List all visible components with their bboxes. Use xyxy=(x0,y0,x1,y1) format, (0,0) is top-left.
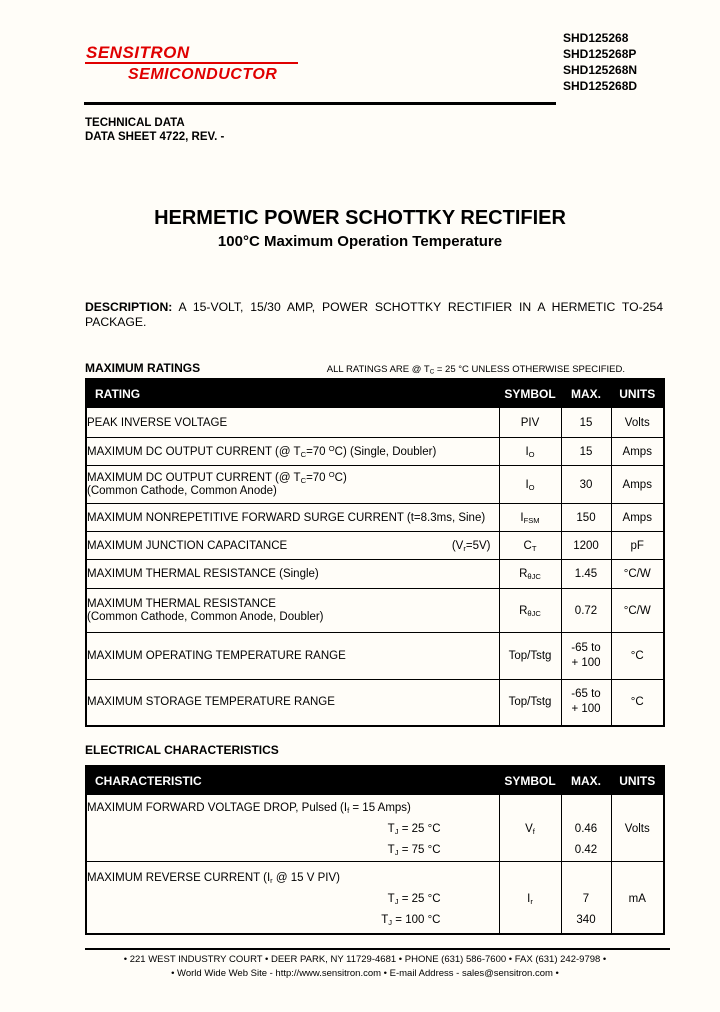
table-row xyxy=(86,532,664,560)
characteristic-title: MAXIMUM FORWARD VOLTAGE DROP, Pulsed ($I_f = 15$ Amps) xyxy=(87,802,411,815)
part-number: SHD125268N xyxy=(563,63,638,77)
characteristic-units xyxy=(611,862,664,934)
test-condition: $T_J = 100$ °C xyxy=(381,914,441,927)
rating-units: °C/W xyxy=(611,560,664,589)
technical-data-label: TECHNICAL DATA xyxy=(85,117,185,129)
rating-symbol: $I_O$ xyxy=(499,466,561,504)
table-header-row xyxy=(86,766,664,795)
table-row xyxy=(86,680,664,726)
rating-name xyxy=(86,466,499,504)
technical-data-block xyxy=(85,116,224,144)
part-number: SHD125268 xyxy=(563,31,629,45)
rating-max: 0.72 xyxy=(561,589,611,633)
column-header-units: UNITS xyxy=(611,766,664,795)
rating-name: MAXIMUM OPERATING TEMPERATURE RANGE xyxy=(86,633,499,680)
rating-max-line2: + 100 xyxy=(571,703,601,716)
rating-symbol: Top/Tstg xyxy=(499,680,561,726)
rating-symbol: $R_{\theta JC}$ xyxy=(499,589,561,633)
table-row xyxy=(86,633,664,680)
electrical-characteristics-table xyxy=(85,765,665,935)
footer-web-email: • World Wide Web Site - http://www.sensitron.com • E-mail Address - sales@sensitron.com • xyxy=(171,968,559,979)
characteristic-max xyxy=(561,795,611,862)
rating-name: MAXIMUM NONREPETITIVE FORWARD SURGE CURRENT (t=8.3ms, Sine) xyxy=(86,504,499,532)
column-header-max: MAX. xyxy=(561,766,611,795)
rating-max-line1: -65 to xyxy=(571,642,601,654)
rating-symbol: $I_{FSM}$ xyxy=(499,504,561,532)
rating-name-line2: (Common Cathode, Common Anode) xyxy=(87,485,277,497)
rating-units: °C/W xyxy=(611,589,664,633)
part-number: SHD125268D xyxy=(563,79,638,93)
footer-divider xyxy=(85,948,670,950)
description-text-continued: PACKAGE. xyxy=(85,315,147,329)
brand-logo-name: SENSITRON xyxy=(86,43,190,62)
rating-name: PEAK INVERSE VOLTAGE xyxy=(86,408,499,438)
table-row xyxy=(86,504,664,532)
table-row xyxy=(86,408,664,438)
rating-units: Amps xyxy=(611,438,664,466)
column-header-max: MAX. xyxy=(561,379,611,408)
table-header-row xyxy=(86,379,664,408)
table-row xyxy=(86,438,664,466)
rating-max: 15 xyxy=(561,408,611,438)
symbol-text: $V_f$ xyxy=(525,823,535,836)
characteristic-units xyxy=(611,795,664,862)
rating-max: 1200 xyxy=(561,532,611,560)
column-header-units: UNITS xyxy=(611,379,664,408)
rating-units: pF xyxy=(611,532,664,560)
table-row xyxy=(86,862,664,934)
description-text: A 15-VOLT, 15/30 AMP, POWER SCHOTTKY RECTIFIER IN A HERMETIC TO-254 xyxy=(178,300,663,314)
rating-name xyxy=(86,589,499,633)
column-header-symbol: SYMBOL xyxy=(499,766,561,795)
page-title: HERMETIC POWER SCHOTTKY RECTIFIER xyxy=(154,207,566,229)
characteristic-title: MAXIMUM REVERSE CURRENT ($I_r$ @ 15 V PIV) xyxy=(87,872,340,885)
rating-units: Volts xyxy=(611,408,664,438)
symbol-text: $I_r$ xyxy=(527,893,533,906)
table-row xyxy=(86,589,664,633)
maximum-ratings-table xyxy=(85,378,665,727)
rating-symbol: PIV xyxy=(499,408,561,438)
rating-name-line1: MAXIMUM DC OUTPUT CURRENT (@ $T_C=70$ $^O$C) xyxy=(87,470,347,485)
rating-max: 15 xyxy=(561,438,611,466)
rating-name: MAXIMUM THERMAL RESISTANCE (Single) xyxy=(86,560,499,589)
rating-max: 30 xyxy=(561,466,611,504)
rating-name xyxy=(86,532,499,560)
rating-name-text: MAXIMUM JUNCTION CAPACITANCE xyxy=(87,539,288,552)
rating-units: Amps xyxy=(611,504,664,532)
units-text: mA xyxy=(628,893,646,905)
table-row xyxy=(86,560,664,589)
rating-units: °C xyxy=(611,633,664,680)
units-text: Volts xyxy=(624,823,650,835)
rating-max xyxy=(561,680,611,726)
characteristic-name xyxy=(86,862,499,934)
rating-symbol: $R_{\theta JC}$ xyxy=(499,560,561,589)
rating-units: Amps xyxy=(611,466,664,504)
max-value: 0.42 xyxy=(574,844,598,856)
rating-name: MAXIMUM STORAGE TEMPERATURE RANGE xyxy=(86,680,499,726)
part-number-list xyxy=(563,30,637,94)
max-value: 7 xyxy=(582,893,590,905)
characteristic-symbol xyxy=(499,795,561,862)
rating-symbol: Top/Tstg xyxy=(499,633,561,680)
table-row xyxy=(86,466,664,504)
header-divider xyxy=(84,102,556,105)
page-subtitle: 100°C Maximum Operation Temperature xyxy=(217,233,503,250)
footer-address: • 221 WEST INDUSTRY COURT • DEER PARK, NY 11729-4681 • PHONE (631) 586-7600 • FAX (631) 242-9798 • xyxy=(123,954,607,965)
rating-max: 1.45 xyxy=(561,560,611,589)
datasheet-rev-label: DATA SHEET 4722, REV. - xyxy=(85,131,225,143)
rating-name: MAXIMUM DC OUTPUT CURRENT (@ $T_C=70$ $^O$C) (Single, Doubler) xyxy=(86,438,499,466)
rating-max-line1: -65 to xyxy=(571,688,601,701)
characteristic-max xyxy=(561,862,611,934)
column-header-rating: RATING xyxy=(86,379,499,408)
description-label: DESCRIPTION: xyxy=(85,300,173,314)
rating-max-line2: + 100 xyxy=(571,657,601,669)
maximum-ratings-note: ALL RATINGS ARE @ $T_C = 25$ °C UNLESS OTHERWISE SPECIFIED. xyxy=(326,364,625,376)
maximum-ratings-heading: MAXIMUM RATINGS xyxy=(85,361,201,375)
max-value: 340 xyxy=(576,914,596,926)
table-row xyxy=(86,795,664,862)
test-condition: $T_J = 25$ °C xyxy=(387,823,441,836)
rating-name-line1: MAXIMUM THERMAL RESISTANCE xyxy=(87,598,276,610)
electrical-characteristics-heading: ELECTRICAL CHARACTERISTICS xyxy=(85,743,279,757)
brand-underline xyxy=(85,62,298,64)
rating-symbol: $I_O$ xyxy=(499,438,561,466)
test-condition: $T_J = 25$ °C xyxy=(387,893,441,906)
description-paragraph xyxy=(85,300,663,330)
characteristic-name xyxy=(86,795,499,862)
characteristic-symbol xyxy=(499,862,561,934)
rating-condition: $(V_r=5V)$ xyxy=(451,539,491,553)
column-header-characteristic: CHARACTERISTIC xyxy=(86,766,499,795)
rating-max xyxy=(561,633,611,680)
test-condition: $T_J = 75$ °C xyxy=(387,844,441,857)
column-header-symbol: SYMBOL xyxy=(499,379,561,408)
brand-logo-sub: SEMICONDUCTOR xyxy=(128,66,278,83)
part-number: SHD125268P xyxy=(563,47,637,61)
rating-max: 150 xyxy=(561,504,611,532)
rating-units: °C xyxy=(611,680,664,726)
max-value: 0.46 xyxy=(574,823,598,835)
rating-name-line2: (Common Cathode, Common Anode, Doubler) xyxy=(87,611,324,623)
rating-symbol: $C_T$ xyxy=(499,532,561,560)
